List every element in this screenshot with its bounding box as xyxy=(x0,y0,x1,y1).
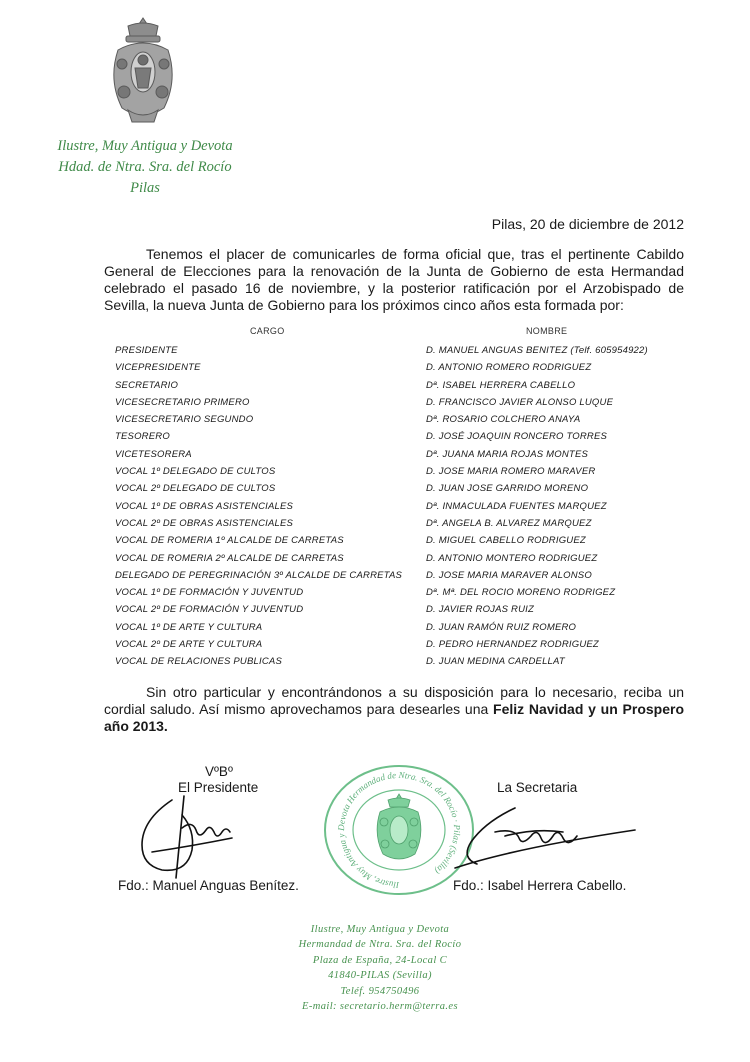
nombre-item: D. JOSÉ JOAQUIN RONCERO TORRES xyxy=(426,431,608,443)
footer-city: 41840-PILAS (Sevilla) xyxy=(328,970,432,981)
intro-paragraph xyxy=(104,246,684,314)
column-header-cargo: CARGO xyxy=(250,326,285,336)
footer-phone: Teléf. 954750496 xyxy=(340,986,420,997)
nombre-item: Dª. ISABEL HERRERA CABELLO xyxy=(426,379,576,391)
cargo-item: VOCAL DE RELACIONES PUBLICAS xyxy=(115,656,282,668)
secretary-signature-icon xyxy=(445,796,645,880)
nombre-item: D. MANUEL ANGUAS BENITEZ (Telf. 605954922) xyxy=(426,345,648,356)
header-line-3: Pilas xyxy=(130,180,160,196)
president-title: El Presidente xyxy=(178,780,259,795)
closing-paragraph xyxy=(104,684,684,735)
cargo-item: VOCAL DE ROMERIA 1º ALCALDE DE CARRETAS xyxy=(115,535,344,547)
nombre-item: Dª. ANGELA B. ALVAREZ MARQUEZ xyxy=(426,517,592,529)
nombre-item: Dª. JUANA MARIA ROJAS MONTES xyxy=(426,448,589,460)
cargo-item: DELEGADO DE PEREGRINACIÓN 3º ALCALDE DE CARRETAS xyxy=(115,569,403,581)
header-line-1: Ilustre, Muy Antigua y Devota xyxy=(57,138,233,154)
nombre-item: D. ANTONIO ROMERO RODRIGUEZ xyxy=(426,362,592,374)
nombre-item: Dª. Mª. DEL ROCIO MORENO RODRIGEZ xyxy=(426,587,616,599)
secretary-title: La Secretaria xyxy=(497,780,578,795)
nombre-list xyxy=(426,342,648,671)
vobo-label: VºBº xyxy=(205,764,233,779)
footer-line-2: Hermandad de Ntra. Sra. del Rocío xyxy=(298,939,462,950)
cargo-item: TESORERO xyxy=(115,431,170,443)
column-header-nombre: NOMBRE xyxy=(526,326,568,336)
brotherhood-crest-icon xyxy=(104,16,182,128)
seal-text: Ilustre, Muy Antigua y Devota Hermandad de Ntra. Sra. del Rocío · Pilas (Sevilla) xyxy=(335,769,463,891)
cargo-item: VOCAL 1º DE FORMACIÓN Y JUVENTUD xyxy=(115,587,304,599)
closing-text: Sin otro particular y encontrándonos a su disposición para lo necesario, reciba un cordial saludo. Así mismo aprovechamos para desearles una xyxy=(104,684,684,717)
nombre-item: D. PEDRO HERNANDEZ RODRIGUEZ xyxy=(426,639,599,651)
intro-text: Tenemos el placer de comunicarles de forma oficial que, tras el pertinente Cabildo General de Elecciones para la renovación de la Junta de Gobierno de esta Hermandad celebrado el pasado 16 de noviembre, y la posterior ratificación por el Arzobispado de Sevilla, la nueva Junta de Gobierno para los próximos cinco años esta formada por: xyxy=(104,246,684,313)
footer-address: Plaza de España, 24-Local C xyxy=(312,955,448,966)
cargo-item: VOCAL 1º DE ARTE Y CULTURA xyxy=(115,621,263,633)
nombre-item: D. JUAN MEDINA CARDELLAT xyxy=(426,656,565,668)
cargo-item: VOCAL DE ROMERIA 2º ALCALDE DE CARRETAS xyxy=(115,552,344,564)
cargo-item: VOCAL 2º DE FORMACIÓN Y JUVENTUD xyxy=(115,604,304,616)
nombre-item: D. MIGUEL CABELLO RODRIGUEZ xyxy=(426,535,586,547)
nombre-item: Dª. ROSARIO COLCHERO ANAYA xyxy=(426,414,581,426)
nombre-item: D. JOSE MARIA MARAVER ALONSO xyxy=(426,569,592,581)
president-name: Fdo.: Manuel Anguas Benítez. xyxy=(118,878,299,893)
cargo-item: VOCAL 2º DE ARTE Y CULTURA xyxy=(115,639,263,651)
cargo-item: VOCAL 2º DE OBRAS ASISTENCIALES xyxy=(115,517,294,529)
nombre-item: D. JOSE MARIA ROMERO MARAVER xyxy=(426,466,596,478)
cargo-item: VOCAL 1º DE OBRAS ASISTENCIALES xyxy=(115,500,294,512)
president-signature-icon xyxy=(132,790,252,890)
cargo-item: SECRETARIO xyxy=(115,379,179,391)
nombre-item: D. FRANCISCO JAVIER ALONSO LUQUE xyxy=(426,396,614,408)
cargo-item: PRESIDENTE xyxy=(115,345,178,356)
cargo-item: VOCAL 1º DELEGADO DE CULTOS xyxy=(115,466,276,478)
cargo-item: VICESECRETARIO PRIMERO xyxy=(115,396,250,408)
footer-line-1: Ilustre, Muy Antigua y Devota xyxy=(310,924,450,935)
cargo-item: VICETESORERA xyxy=(115,448,192,460)
nombre-item: D. JAVIER ROJAS RUIZ xyxy=(426,604,534,616)
nombre-item: D. JUAN JOSE GARRIDO MORENO xyxy=(426,483,589,495)
closing-bold-greeting: Feliz Navidad y un Prospero año 2013. xyxy=(104,701,685,734)
cargo-item: VOCAL 2º DELEGADO DE CULTOS xyxy=(115,483,276,495)
nombre-item: D. JUAN RAMÓN RUIZ ROMERO xyxy=(426,621,577,633)
nombre-item: D. ANTONIO MONTERO RODRIGUEZ xyxy=(426,552,598,564)
cargo-item: VICEPRESIDENTE xyxy=(115,362,201,374)
cargo-list xyxy=(115,342,402,671)
secretary-name: Fdo.: Isabel Herrera Cabello. xyxy=(453,878,627,893)
footer-email: E-mail: secretario.herm@terra.es xyxy=(302,1001,458,1012)
nombre-item: Dª. INMACULADA FUENTES MARQUEZ xyxy=(426,500,607,512)
cargo-item: VICESECRETARIO SEGUNDO xyxy=(115,414,254,426)
header-line-2: Hdad. de Ntra. Sra. del Rocío xyxy=(58,159,232,175)
letter-date: Pilas, 20 de diciembre de 2012 xyxy=(491,216,684,232)
